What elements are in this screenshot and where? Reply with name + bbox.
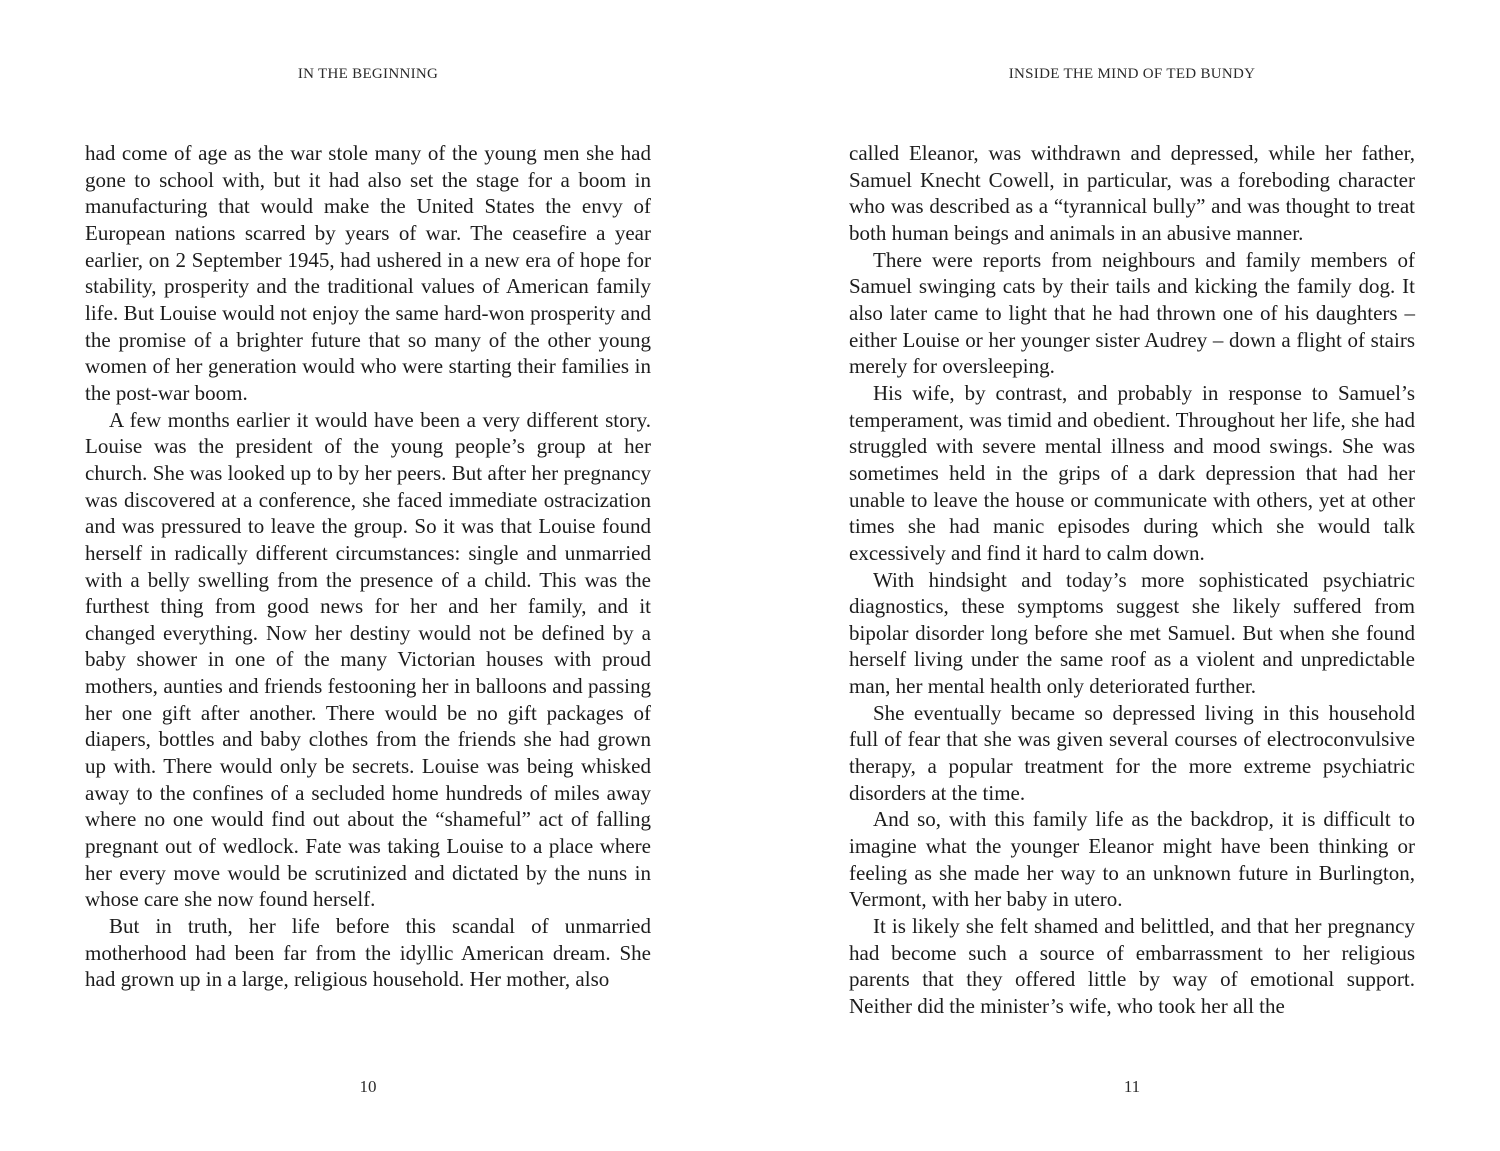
body-text-right <box>849 140 1415 1020</box>
paragraph: She eventually became so depressed living in this household full of fear that she was given several courses of electroconvulsive therapy, a popular treatment for the more extreme psychiatric disorders at the time. <box>849 700 1415 805</box>
page-number-left: 10 <box>359 1077 377 1096</box>
body-text-left <box>85 140 651 993</box>
paragraph: His wife, by contrast, and probably in response to Samuel’s temperament, was timid and obedient. Throughout her life, she had struggled with severe mental illness and mood swings. She was sometimes held in the grips of a dark depression that had her unable to leave the house or communicate with others, yet at other times she had manic episodes during which she would talk excessively and find it hard to calm down. <box>849 380 1415 565</box>
running-head-right: INSIDE THE MIND OF TED BUNDY <box>1008 66 1256 82</box>
paragraph: There were reports from neighbours and family members of Samuel swinging cats by their tails and kicking the family dog. It also later came to light that he had thrown one of his daughters – either Louise or her younger sister Audrey – down a flight of stairs merely for oversleeping. <box>849 247 1415 379</box>
paragraph: had come of age as the war stole many of the young men she had gone to school with, but it had also set the stage for a boom in manufacturing that would make the United States the envy of European nations scarred by years of war. The ceasefire a year earlier, on 2 September 1945, had ushered in a new era of hope for stability, prosperity and the traditional values of American family life. But Louise would not enjoy the same hard-won prosperity and the promise of a brighter future that so many of the other young women of her generation would who were starting their families in the post-war boom. <box>85 141 651 405</box>
paragraph: But in truth, her life before this scandal of unmarried motherhood had been far from the idyllic American dream. She had grown up in a large, religious household. Her mother, also <box>85 914 651 992</box>
paragraph: And so, with this family life as the backdrop, it is difficult to imagine what the younger Eleanor might have been thinking or feeling as she made her way to an unknown future in Burlington, Vermont, with her baby in utero. <box>849 807 1415 912</box>
paragraph: A few months earlier it would have been a very different story. Louise was the president of the young people’s group at her church. She was looked up to by her peers. But after her pregnancy was discovered at a conference, she faced immediate ostracization and was pressured to leave the group. So it was that Louise found herself in radically different circumstances: single and unmarried with a belly swelling from the presence of a child. This was the furthest thing from good news for her and her family, and it changed everything. Now her destiny would not be defined by a baby shower in one of the many Victorian houses with proud mothers, aunties and friends festooning her in balloons and passing her one gift after another. There would be no gift packages of diapers, bottles and baby clothes from the friends she had grown up with. There would only be secrets. Louise was being whisked away to the confines of a secluded home hundreds of miles away where no one would find out about the “shameful” act of falling pregnant out of wedlock. Fate was taking Louise to a place where her every move would be scrutinized and dictated by the nuns in whose care she now found herself. <box>85 407 651 912</box>
paragraph: With hindsight and today’s more sophisticated psychiatric diagnostics, these symptoms suggest she likely suffered from bipolar disorder long before she met Samuel. But when she found herself living under the same roof as a violent and unpredictable man, her mental health only deteriorated further. <box>849 567 1415 699</box>
right-page <box>750 0 1500 1151</box>
page-number-right: 11 <box>1123 1077 1141 1096</box>
paragraph: It is likely she felt shamed and belittled, and that her pregnancy had become such a source of embarrassment to her religious parents that they offered little by way of emotional support. Neither did the minister’s wife, who took her all the <box>849 914 1415 1018</box>
paragraph: called Eleanor, was withdrawn and depressed, while her father, Samuel Knecht Cowell, in particular, was a foreboding character who was described as a “tyrannical bully” and was thought to treat both human beings and animals in an abusive manner. <box>849 141 1415 245</box>
running-head-left: IN THE BEGINNING <box>297 66 439 82</box>
